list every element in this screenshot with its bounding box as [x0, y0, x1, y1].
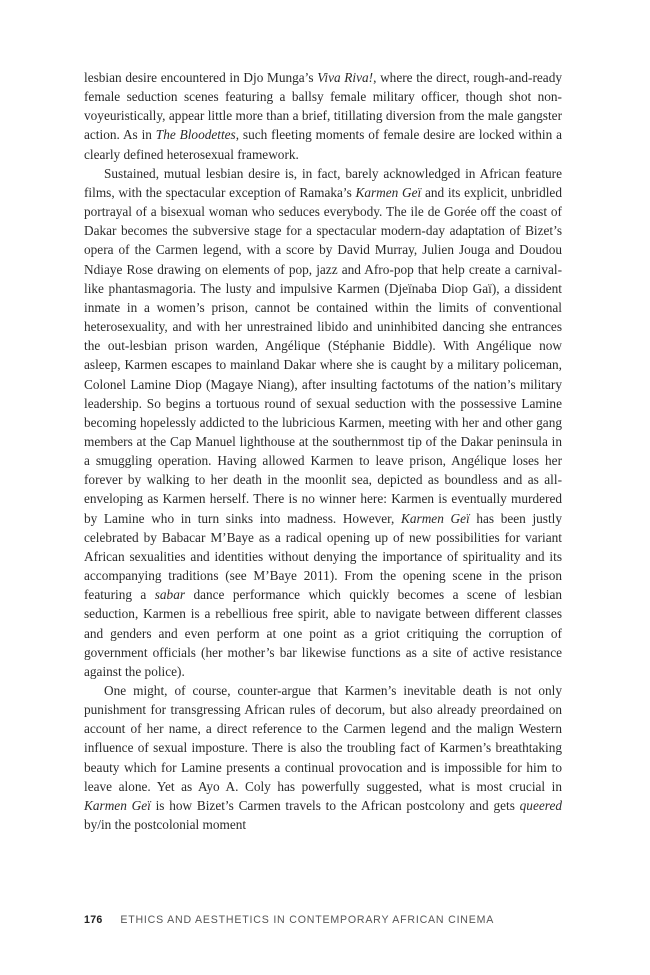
text-run: Sustained, mutual lesbian desire is, in fact, barely acknowledged in African feature films, with the spectacular exception of Ramaka’s [84, 165, 562, 200]
text-run: has been justly celebrated by Babacar M’Baye as a radical opening up of new possibilities for variant African sexualities and identities without denying the importance of spirituality and its accompanying traditions (see M’Baye 2011). From the opening scene in the prison featuring a [84, 510, 563, 603]
page-number: 176 [84, 914, 103, 926]
text-run: lesbian desire encountered in Djo Munga’s [84, 70, 318, 85]
running-head: ETHICS AND AESTHETICS IN CONTEMPORARY AFRICAN CINEMA [120, 914, 495, 926]
text-run: is how Bizet’s Carmen travels to the African postcolony and gets [150, 797, 520, 813]
text-run: and its explicit, unbridled portrayal of a bisexual woman who seduces everybody. The ile de Gorée off the coast of Dakar becomes the subversive stage for a spectacular modern-day adaptation of Bizet’s opera of the Carmen legend, with a score by David Murray, Julien Jouga and Doudou Ndiaye Rose drawing on elements of pop, jazz and Afro-pop that help create a carnival-like phantasmagoria. The lusty and impulsive Karmen (Djeïnaba Diop Gaï), a dissident inmate in a women’s prison, cannot be contained within the limits of conventional heterosexuality, and with her unrestrained libido and uninhibited dancing she entrances the out-lesbian prison warden, Angélique (Stéphanie Biddle). With Angélique now asleep, Karmen escapes to mainland Dakar where she is caught by a military policeman, Colonel Lamine Diop (Magaye Niang), after insulting factotums of the nation’s military leadership. So begins a tortuous round of sexual seduction with the possessive Lamine becoming hopelessly addicted to the lubricious Karmen, meeting with her and other gang members at the Cap Manuel lighthouse at the southernmost tip of the Dakar peninsula in a smuggling operation. Having allowed Karmen to leave prison, Angélique loses her forever by walking to her death in the moonlit sea, depicted as boundless and as all-enveloping as Karmen herself. There is no winner here: Karmen is eventually murdered by Lamine who in turn sinks into madness. However, [84, 184, 562, 526]
page-footer [84, 914, 562, 926]
italic-title: Karmen Geï [84, 797, 151, 813]
paragraph [84, 164, 562, 681]
text-run: One might, of course, counter-argue that Karmen’s inevitable death is not only punishment for transgressing African rules of decorum, but also already preordained on account of her name, a direct reference to the Carmen legend and the malign Western influence of sexual imposture. There is also the troubling fact of Karmen’s breathtaking beauty which for Lamine presents a continual provocation and is impossible for him to leave alone. Yet as Ayo A. Coly has powerfully suggested, what is most crucial in [84, 683, 562, 794]
body-text [84, 68, 562, 834]
paragraph [84, 681, 562, 834]
italic-title: queered [519, 797, 562, 813]
text-run: , such fleeting moments of female desire are locked within a clearly defined heterosexual framework. [84, 127, 562, 162]
text-run: by/in the postcolonial moment [84, 817, 247, 833]
text-run: , where the direct, rough-and-ready female seduction scenes featuring a ballsy female military officer, though shot non-voyeuristically, appear little more than a brief, titillating diversion from the male gangster action. As in [84, 70, 562, 143]
italic-title: The Bloodettes [155, 127, 236, 143]
italic-title: sabar [154, 587, 186, 603]
italic-title: Karmen Geï [401, 510, 470, 526]
paragraph [84, 68, 562, 164]
italic-title: Karmen Geï [355, 184, 422, 200]
text-run: dance performance which quickly becomes a scene of lesbian seduction, Karmen is a rebellious free spirit, able to navigate between different classes and genders and even perform at one point as a griot critiquing the corruption of government officials (her mother’s bar likewise functions as a site of active resistance against the police). [84, 587, 563, 679]
italic-title: Viva Riva! [317, 70, 374, 85]
